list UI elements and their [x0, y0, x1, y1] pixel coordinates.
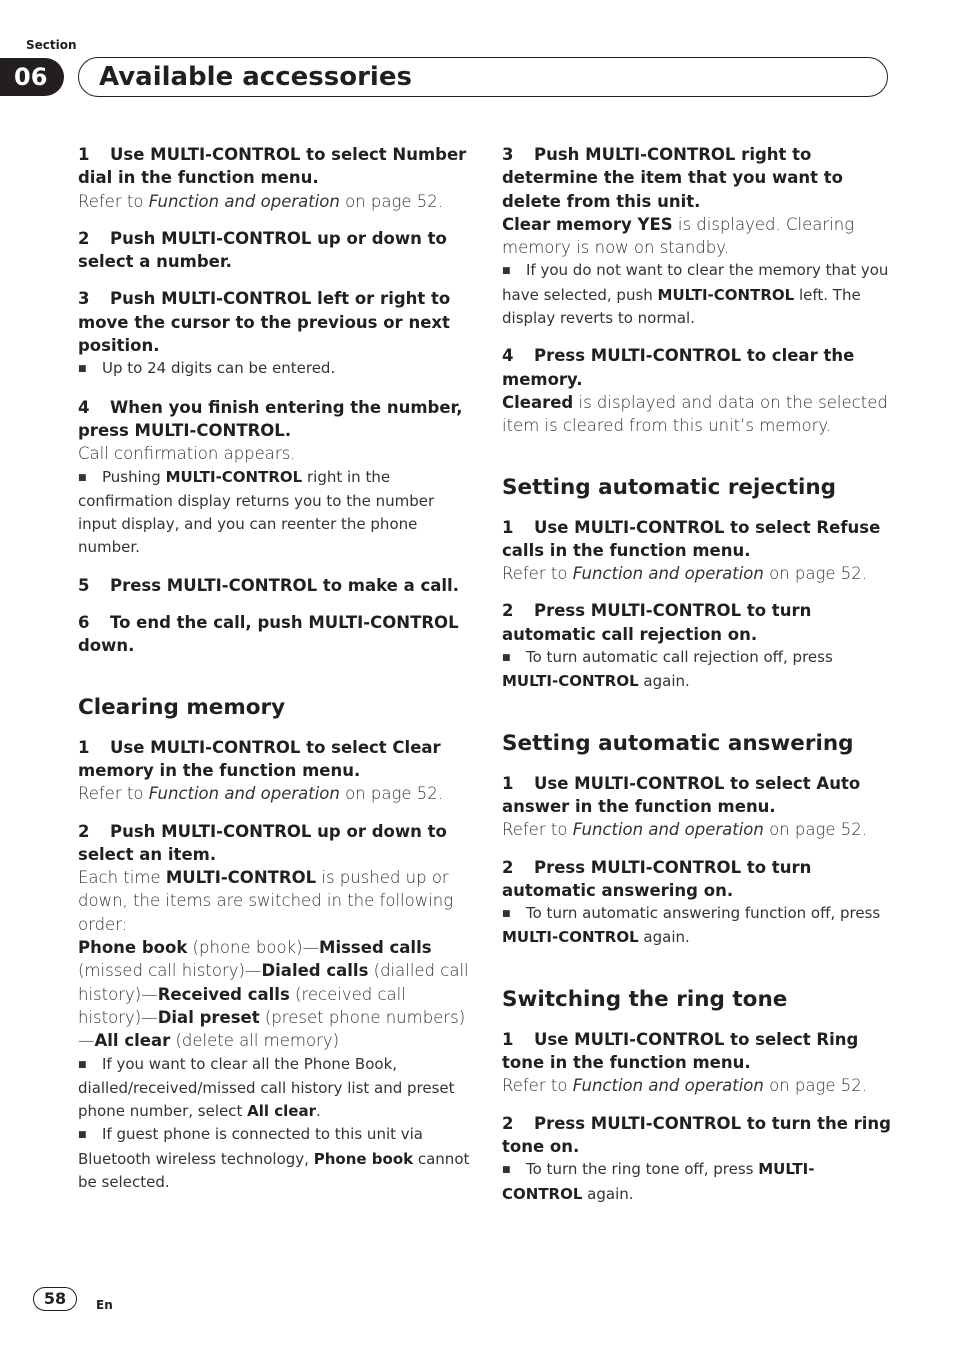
clear-step-2: 2 Push MULTI-CONTROL up or down to select an item.: [78, 821, 447, 864]
step-3: 3 Push MULTI-CONTROL left or right to move the cursor to the previous or next position.: [78, 289, 451, 356]
reject-step-2: 2 Press MULTI-CONTROL to turn automatic call rejection on.: [502, 601, 812, 644]
step-1: 1 Use MULTI-CONTROL to select Number dial in the function menu.: [78, 145, 467, 188]
step-6: 6 To end the call, push MULTI-CONTROL down.: [78, 613, 459, 656]
ring-step-2: 2 Press MULTI-CONTROL to turn the ring tone on.: [502, 1113, 891, 1156]
body-text: Call confirmation appears.: [78, 444, 296, 464]
title-bar: [78, 57, 888, 97]
language-label: En: [96, 1298, 113, 1312]
body-text: Clear memory YES is displayed. Clearing memory is now on standby.: [502, 214, 855, 258]
page-title: Available accessories: [99, 62, 412, 92]
bullet-icon: ■: [502, 266, 511, 277]
step-5: 5 Press MULTI-CONTROL to make a call.: [78, 575, 459, 595]
bullet-icon: ■: [78, 364, 87, 375]
body-text: Each time MULTI-CONTROL is pushed up or down, the items are switched in the following order:: [78, 868, 454, 934]
note: ■ To turn the ring tone off, press MULTI-CONTROL again.: [502, 1160, 815, 1203]
bullet-icon: ■: [502, 909, 511, 920]
bullet-icon: ■: [502, 1165, 511, 1176]
clear-step-3: 3 Push MULTI-CONTROL right to determine the item that you want to delete from this unit.: [502, 145, 843, 211]
section-heading-ring-tone: Switching the ring tone: [502, 986, 788, 1012]
right-column: [502, 143, 892, 1206]
note: ■ If you want to clear all the Phone Book, dialled/received/missed call history list and preset phone number, select All clear.: [78, 1054, 455, 1121]
note: ■ Pushing MULTI-CONTROL right in the confirmation display returns you to the number input display, and you can reenter the phone number.: [78, 467, 435, 557]
clear-step-4: 4 Press MULTI-CONTROL to clear the memory.: [502, 346, 855, 389]
step-2: 2 Push MULTI-CONTROL up or down to select a number.: [78, 228, 447, 272]
note: ■ If guest phone is connected to this unit via Bluetooth wireless technology, Phone book cannot be selected.: [78, 1125, 470, 1191]
note: ■ If you do not want to clear the memory that you have selected, push MULTI-CONTROL left. The display reverts to normal.: [502, 261, 889, 328]
reference-text: Refer to Function and operation on page 52.: [78, 191, 444, 211]
answer-step-1: 1 Use MULTI-CONTROL to select Auto answer in the function menu.: [502, 773, 861, 816]
reference-text: Refer to Function and operation on page 52.: [502, 820, 868, 840]
bullet-icon: ■: [78, 1130, 87, 1141]
section-heading-automatic-answering: Setting automatic answering: [502, 730, 854, 756]
reject-step-1: 1 Use MULTI-CONTROL to select Refuse calls in the function menu.: [502, 517, 881, 560]
section-number-badge: 06: [0, 58, 64, 96]
answer-step-2: 2 Press MULTI-CONTROL to turn automatic answering on.: [502, 857, 812, 900]
bullet-icon: ■: [78, 1059, 87, 1070]
item-order-list: Phone book (phone book)—Missed calls (missed call history)—Dialed calls (dialled call history)—Received calls (received call history)—Dial preset (preset phone numbers)—All clear (delete all memory): [78, 938, 469, 1051]
bullet-icon: ■: [502, 653, 511, 664]
clear-step-1: 1 Use MULTI-CONTROL to select Clear memory in the function menu.: [78, 737, 441, 780]
reference-text: Refer to Function and operation on page 52.: [502, 1076, 868, 1096]
section-heading-clearing-memory: Clearing memory: [78, 694, 286, 720]
section-heading-automatic-rejecting: Setting automatic rejecting: [502, 474, 837, 500]
bullet-icon: ■: [78, 472, 87, 483]
reference-text: Refer to Function and operation on page 52.: [502, 564, 868, 584]
step-4: 4 When you finish entering the number, press MULTI-CONTROL.: [78, 397, 463, 440]
page-number: 58: [33, 1287, 77, 1311]
reference-text: Refer to Function and operation on page 52.: [78, 784, 444, 804]
body-text: Cleared is displayed and data on the selected item is cleared from this unit’s memory.: [502, 392, 888, 436]
note: ■ Up to 24 digits can be entered.: [78, 357, 470, 381]
note: ■ To turn automatic answering function off, press MULTI-CONTROL again.: [502, 904, 881, 947]
left-column: [78, 143, 470, 1194]
section-label: Section: [26, 38, 77, 52]
ring-step-1: 1 Use MULTI-CONTROL to select Ring tone in the function menu.: [502, 1029, 859, 1073]
note: ■ To turn automatic call rejection off, press MULTI-CONTROL again.: [502, 648, 833, 691]
